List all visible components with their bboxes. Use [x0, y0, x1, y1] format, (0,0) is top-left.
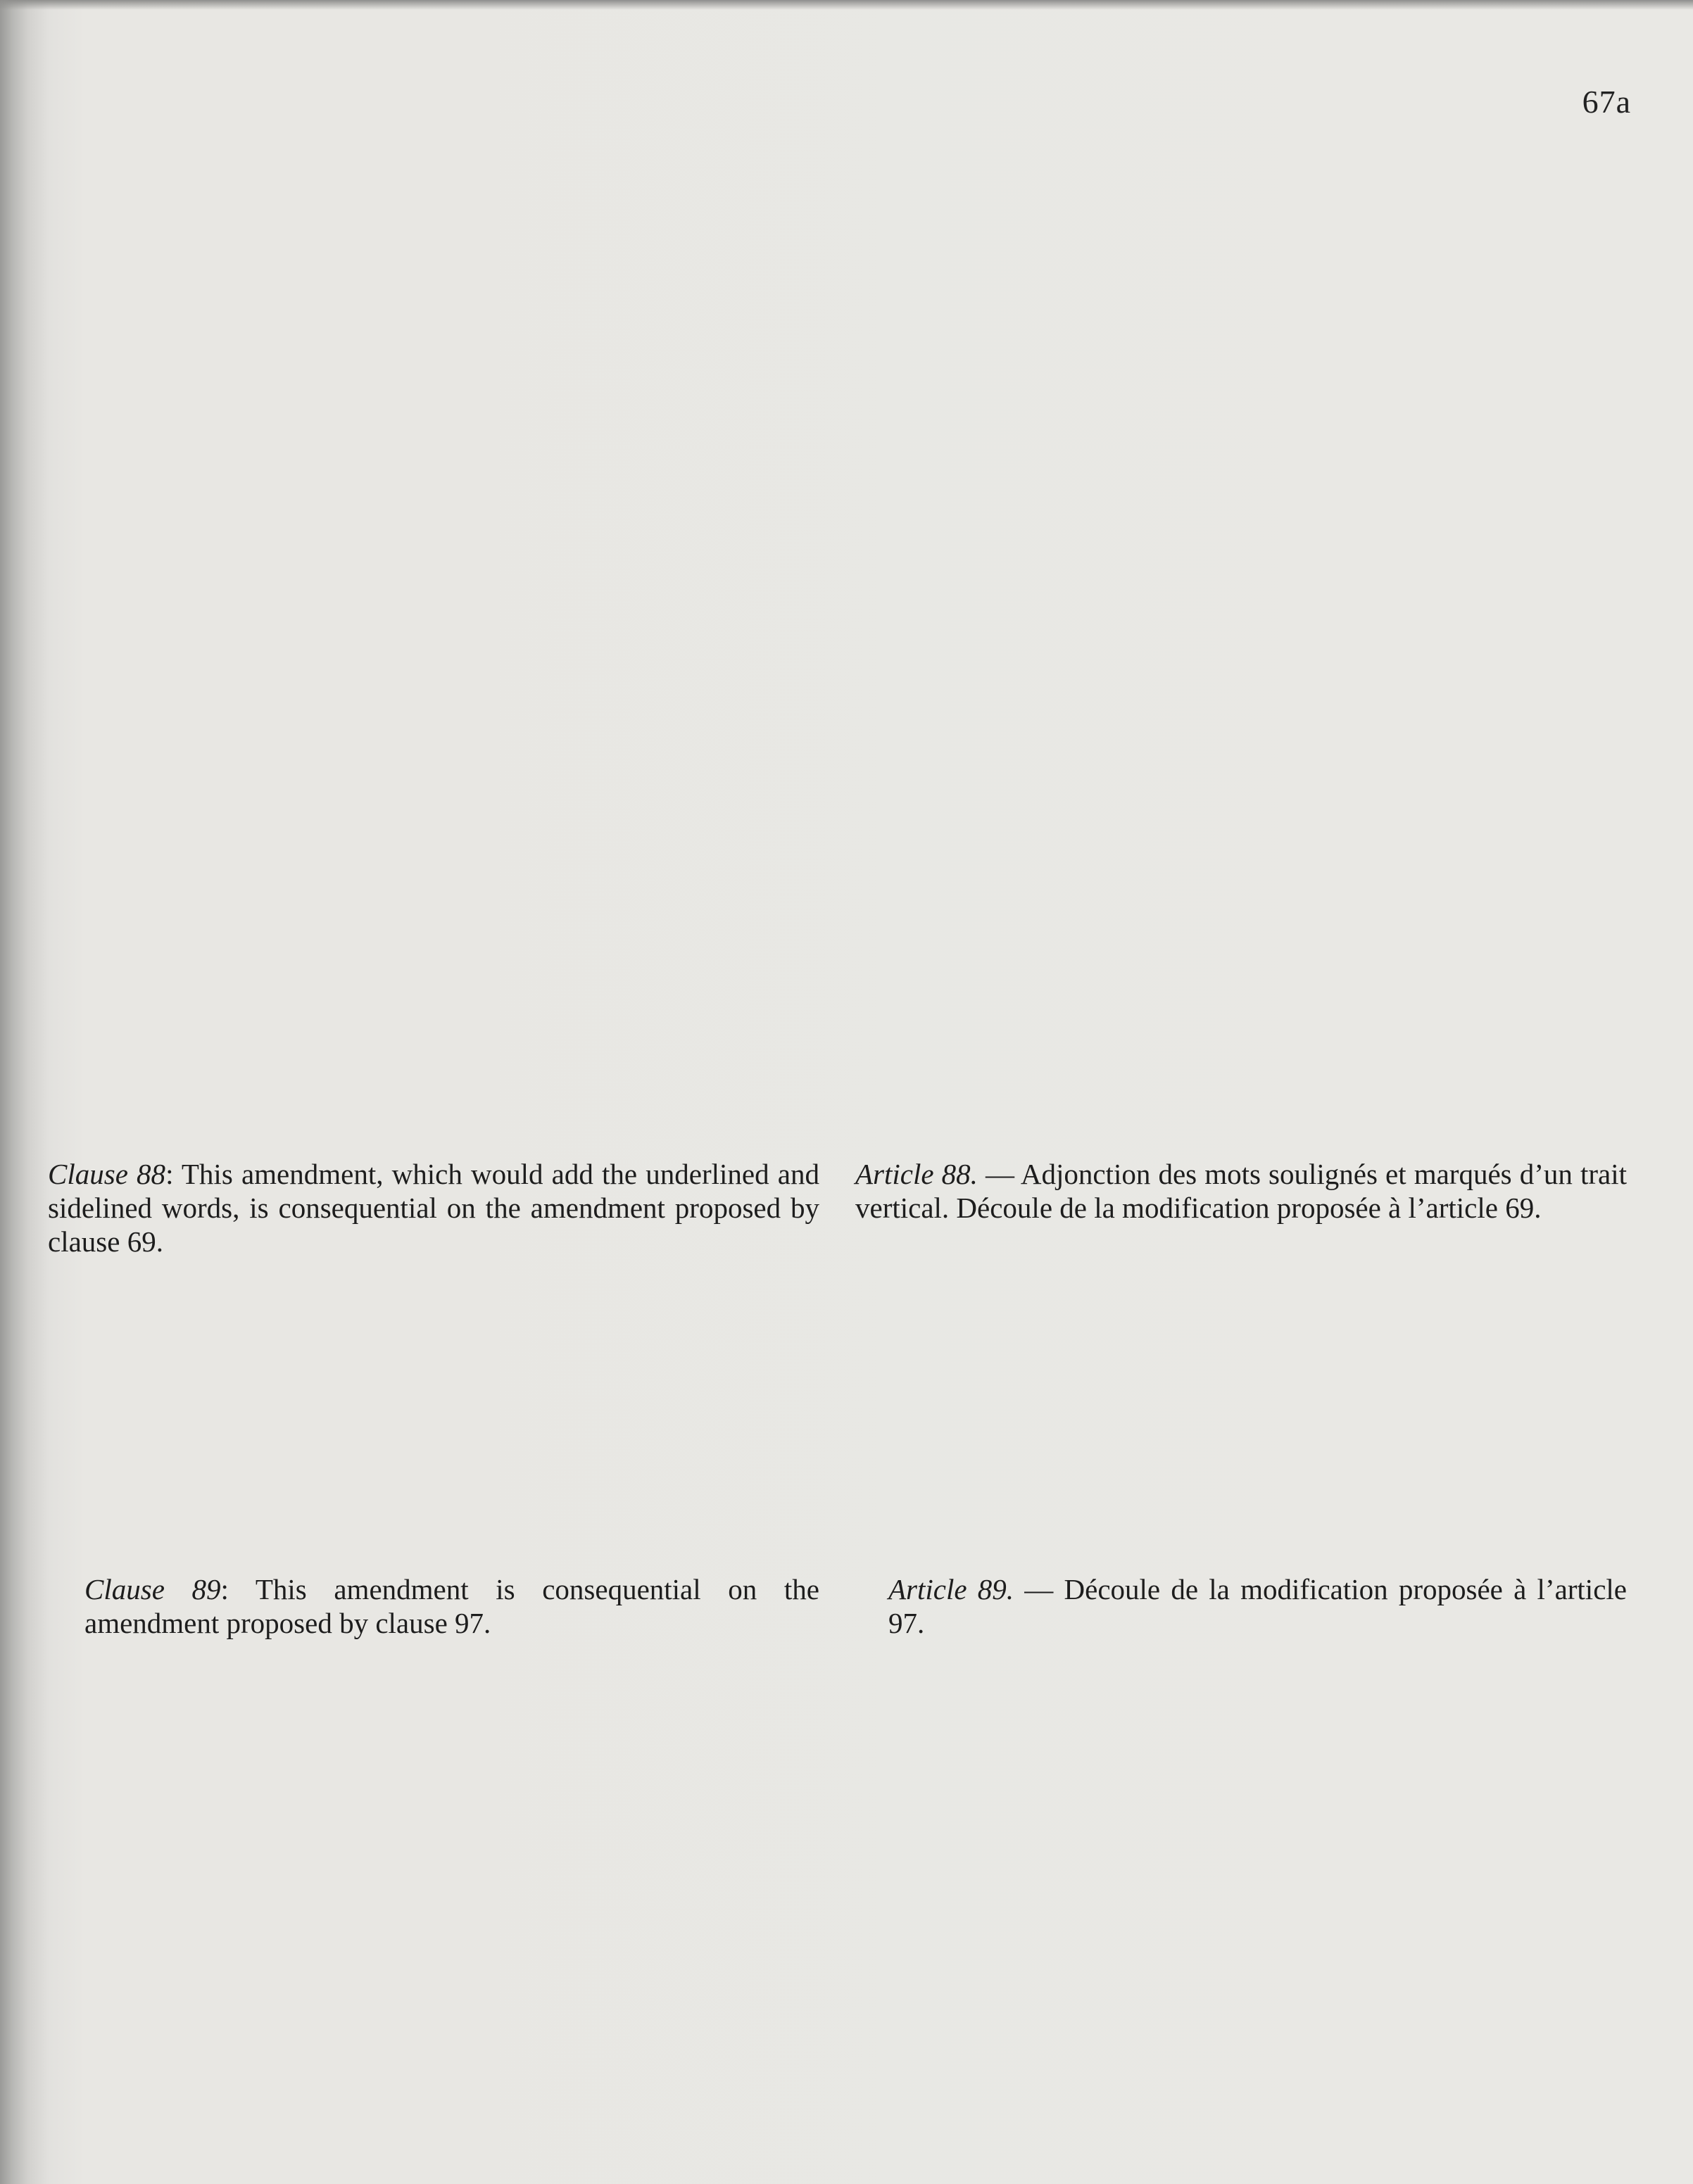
note-separator: : [165, 1158, 182, 1190]
note-article-88-french [855, 1157, 1627, 1225]
note-body: This amendment, which would add the underlined and sidelined words, is consequential on the amendment proposed by clause 69. [48, 1158, 819, 1258]
note-separator: : [220, 1573, 256, 1605]
note-clause-88-english [48, 1157, 819, 1258]
note-lead: Article 89. [888, 1573, 1014, 1605]
page-number: 67a [1582, 84, 1631, 120]
note-separator: — [1014, 1573, 1064, 1605]
note-separator: — [977, 1158, 1021, 1190]
note-body: Découle de la modification proposée à l’article 97. [888, 1573, 1627, 1639]
note-clause-89-english [84, 1572, 819, 1640]
note-lead: Article 88. [855, 1158, 978, 1190]
note-lead: Clause 89 [84, 1573, 221, 1605]
note-body: Adjonction des mots soulignés et marqués d’un trait vertical. Découle de la modification proposée à l’article 69. [855, 1158, 1627, 1224]
note-body: This amendment is consequential on the amendment proposed by clause 97. [84, 1573, 819, 1639]
scan-edge-shadow [0, 0, 1693, 10]
note-lead: Clause 88 [48, 1158, 166, 1190]
note-article-89-french [888, 1572, 1627, 1640]
